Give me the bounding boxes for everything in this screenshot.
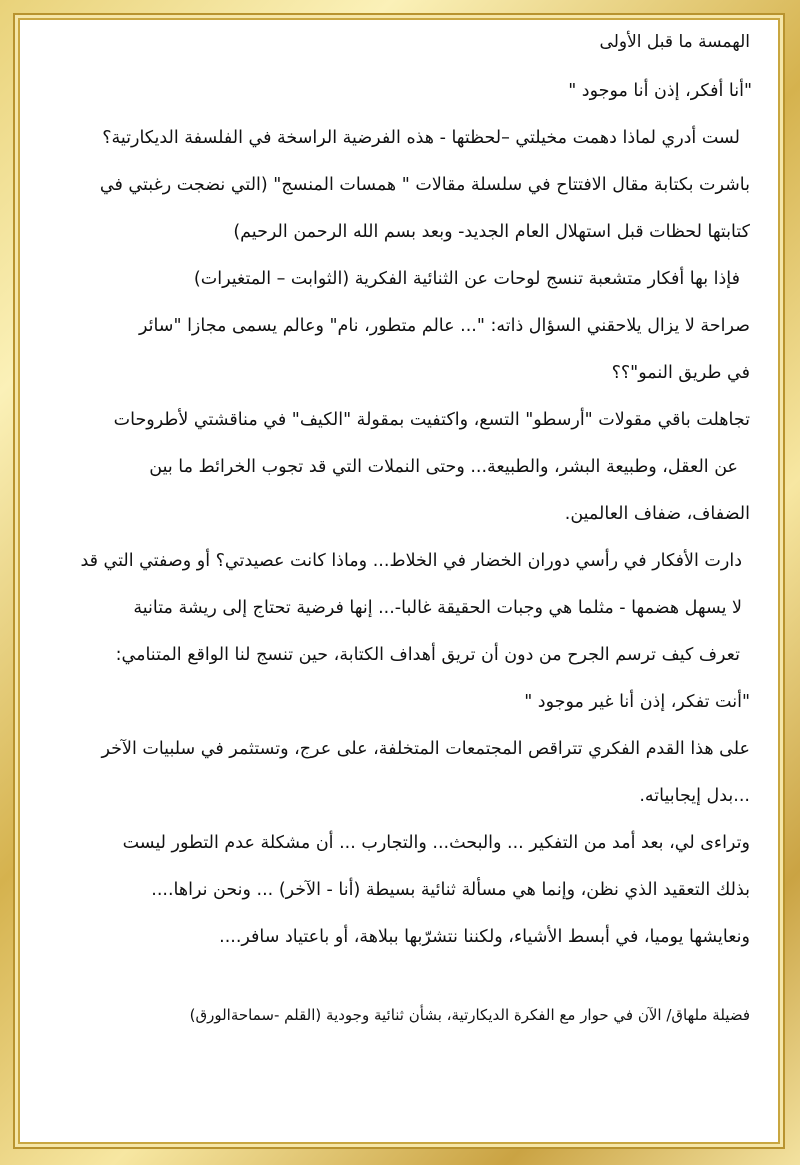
text-line: لا يسهل هضمها - مثلما هي وجبات الحقيقة غالبا-... إنها فرضية تحتاج إلى ريشة متانية (133, 598, 742, 618)
text-line: "أنا أفكر، إذن أنا موجود " (568, 81, 752, 101)
text-line: لست أدري لماذا دهمت مخيلتي –لحظتها - هذه الفرضية الراسخة في الفلسفة الديكارتية؟ (102, 128, 740, 148)
text-line: "أنت تفكر، إذن أنا غير موجود " (524, 692, 750, 712)
text-line: الضفاف، ضفاف العالمين. (564, 504, 750, 524)
author-signature: فضيلة ملهاق/ الآن في حوار مع الفكرة الديكارتية، بشأن ثنائية وجودية (القلم -سماحةالورق) (189, 1006, 750, 1024)
text-line: ونعايشها يوميا، في أبسط الأشياء، ولكننا نتشرّبها ببلاهة، أو باعتياد سافر.... (219, 927, 750, 947)
text-line: فإذا بها أفكار متشعبة تنسج لوحات عن الثنائية الفكرية (الثوابت – المتغيرات) (193, 269, 740, 289)
text-line: دارت الأفكار في رأسي دوران الخضار في الخلاط... وماذا كانت عصيدتي؟ أو وصفتي التي قد (80, 551, 742, 571)
text-line: كتابتها لحظات قبل استهلال العام الجديد- وبعد بسم الله الرحمن الرحيم) (233, 222, 750, 242)
article-body (40, 24, 750, 961)
text-line: عن العقل، وطبيعة البشر، والطبيعة... وحتى النملات التي قد تجوب الخرائط ما بين (149, 457, 738, 477)
article-title: الهمسة ما قبل الأولى (599, 32, 750, 52)
text-line: على هذا القدم الفكري تتراقص المجتمعات المتخلفة، على عرج، وتستثمر في سلبيات الآخر (101, 739, 750, 759)
text-line: ...بدل إيجابياته. (639, 786, 750, 806)
text-line: صراحة لا يزال يلاحقني السؤال ذاته: "... عالم متطور، نام" وعالم يسمى مجازا "سائر (138, 316, 750, 336)
text-line: باشرت بكتابة مقال الافتتاح في سلسلة مقالات " همسات المنسج" (التي نضجت رغبتي في (99, 175, 750, 195)
text-line: تجاهلت باقي مقولات "أرسطو" التسع، واكتفيت بمقولة "الكيف" في مناقشتي لأطروحات (113, 410, 750, 430)
text-line: تعرف كيف ترسم الجرح من دون أن تريق أهداف الكتابة، حين تنسج لنا الواقع المتنامي: (115, 645, 740, 665)
text-line: في طريق النمو"؟؟ (611, 363, 750, 383)
text-line: وتراءى لي، بعد أمد من التفكير ... والبحث... والتجارب ... أن مشكلة عدم التطور ليست (122, 833, 750, 853)
text-line: بذلك التعقيد الذي نظن، وإنما هي مسألة ثنائية بسيطة (أنا - الآخر) ... ونحن نراها.... (151, 880, 750, 900)
